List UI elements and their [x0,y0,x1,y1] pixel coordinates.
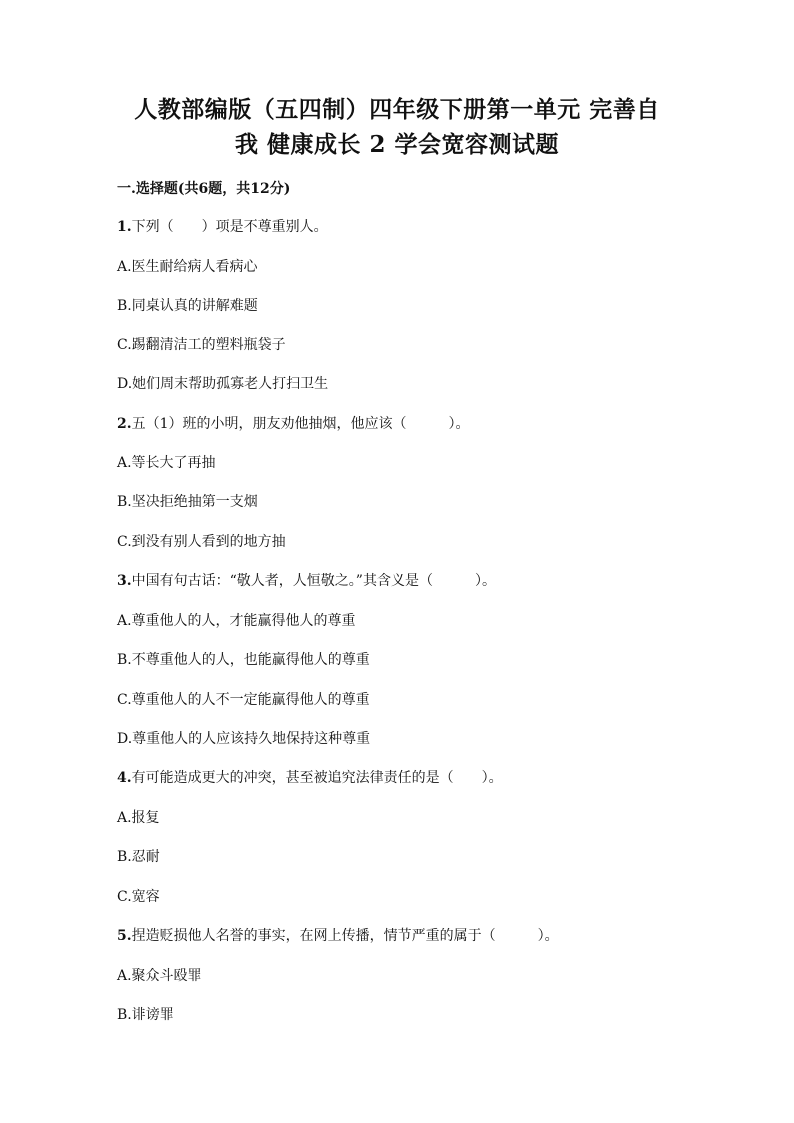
question-4 [117,768,503,788]
question-stem: 下列（ ）项是不尊重别人。 [131,219,328,235]
question-4-option-a[interactable]: A.报复 [117,810,160,826]
question-3-option-a[interactable]: A.尊重他人的人，才能赢得他人的尊重 [117,613,356,629]
question-3-option-c[interactable]: C.尊重他人的人不一定能赢得他人的尊重 [117,692,370,708]
page-title-line-2: 我 健康成长 2 学会宽容测试题 [234,131,560,158]
question-4-option-b[interactable]: B.忍耐 [117,849,160,865]
question-5-option-a[interactable]: A.聚众斗殴罪 [117,968,202,984]
question-number: 1. [117,219,132,235]
question-stem: 有可能造成更大的冲突，甚至被追究法律责任的是（ ）。 [131,770,503,786]
question-number: 3. [117,573,132,589]
question-5 [117,926,559,946]
question-1 [117,217,328,237]
question-1-option-b[interactable]: B.同桌认真的讲解难题 [117,298,258,314]
question-5-option-b[interactable]: B.诽谤罪 [117,1007,174,1023]
question-number: 4. [117,770,132,786]
question-stem: 捏造贬损他人名誉的事实，在网上传播，情节严重的属于（ ）。 [131,928,559,944]
question-3 [117,571,496,591]
question-1-option-d[interactable]: D.她们周末帮助孤寡老人打扫卫生 [117,376,329,392]
question-stem: 中国有句古话：“敬人者，人恒敬之。”其含义是（ ）。 [131,573,496,589]
question-3-option-d[interactable]: D.尊重他人的人应该持久地保持这种尊重 [117,731,371,747]
question-2-option-b[interactable]: B.坚决拒绝抽第一支烟 [117,494,258,510]
question-3-option-b[interactable]: B.不尊重他人的人，也能赢得他人的尊重 [117,652,370,668]
question-stem: 五（1）班的小明，朋友劝他抽烟，他应该（ ）。 [131,416,470,432]
page-title-line-1: 人教部编版（五四制）四年级下册第一单元 完善自 [134,96,660,123]
question-number: 2. [117,416,132,432]
question-1-option-a[interactable]: A.医生耐给病人看病心 [117,259,258,275]
question-2 [117,414,470,434]
question-2-option-c[interactable]: C.到没有别人看到的地方抽 [117,534,286,550]
section-heading: 一.选择题(共6题，共12分) [117,181,291,197]
question-4-option-c[interactable]: C.宽容 [117,889,160,905]
question-number: 5. [117,928,132,944]
question-1-option-c[interactable]: C.踢翻清洁工的塑料瓶袋子 [117,337,286,353]
question-2-option-a[interactable]: A.等长大了再抽 [117,455,216,471]
